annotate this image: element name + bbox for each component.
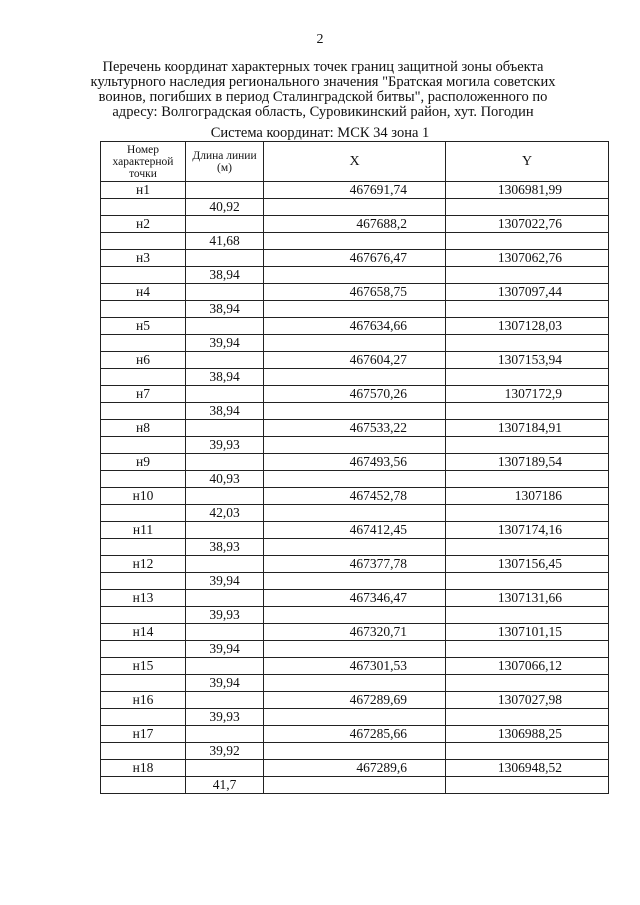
empty-cell xyxy=(264,335,446,352)
point-id: н1 xyxy=(101,182,186,199)
empty-cell xyxy=(186,284,264,301)
y-coordinate: 1306948,52 xyxy=(446,760,609,777)
x-coordinate: 467570,26 xyxy=(264,386,446,403)
empty-cell xyxy=(186,182,264,199)
line-length: 38,93 xyxy=(186,539,264,556)
table-row xyxy=(101,692,609,709)
empty-cell xyxy=(186,658,264,675)
table-row xyxy=(101,641,609,658)
coordinate-system-caption: Система координат: МСК 34 зона 1 xyxy=(210,125,430,141)
empty-cell xyxy=(101,539,186,556)
line-length: 38,94 xyxy=(186,403,264,420)
table-row xyxy=(101,454,609,471)
y-coordinate: 1307186 xyxy=(446,488,609,505)
empty-cell xyxy=(186,386,264,403)
y-coordinate: 1307066,12 xyxy=(446,658,609,675)
page-number: 2 xyxy=(316,32,324,47)
point-id: н12 xyxy=(101,556,186,573)
empty-cell xyxy=(264,607,446,624)
coordinates-table xyxy=(100,141,609,794)
table-row xyxy=(101,284,609,301)
empty-cell xyxy=(186,760,264,777)
empty-cell xyxy=(101,437,186,454)
empty-cell xyxy=(264,539,446,556)
y-coordinate: 1307101,15 xyxy=(446,624,609,641)
x-coordinate: 467320,71 xyxy=(264,624,446,641)
line-length: 38,94 xyxy=(186,301,264,318)
point-id: н6 xyxy=(101,352,186,369)
table-row xyxy=(101,658,609,675)
x-coordinate: 467452,78 xyxy=(264,488,446,505)
point-id: н15 xyxy=(101,658,186,675)
table-row xyxy=(101,539,609,556)
y-coordinate: 1307172,9 xyxy=(446,386,609,403)
document-title: Перечень координат характерных точек границ защитной зоны объекта культурного наследия регионального значения "Братская могила советских воинов, погибших в период Сталинградской битвы", расположенного по адресу: Волгоградская область, Суровикинский район, хут. Погодин xyxy=(90,59,556,120)
y-coordinate: 1307097,44 xyxy=(446,284,609,301)
x-coordinate: 467301,53 xyxy=(264,658,446,675)
empty-cell xyxy=(186,216,264,233)
empty-cell xyxy=(101,641,186,658)
x-coordinate: 467412,45 xyxy=(264,522,446,539)
table-row xyxy=(101,420,609,437)
empty-cell xyxy=(446,403,609,420)
table-row xyxy=(101,760,609,777)
x-coordinate: 467289,69 xyxy=(264,692,446,709)
line-length: 39,93 xyxy=(186,437,264,454)
line-length: 39,92 xyxy=(186,743,264,760)
y-coordinate: 1306981,99 xyxy=(446,182,609,199)
empty-cell xyxy=(446,777,609,794)
line-length: 39,94 xyxy=(186,573,264,590)
empty-cell xyxy=(264,641,446,658)
empty-cell xyxy=(186,318,264,335)
empty-cell xyxy=(446,335,609,352)
table-row xyxy=(101,675,609,692)
header-point-number: Номер характерной точки xyxy=(101,142,186,182)
empty-cell xyxy=(186,420,264,437)
table-row xyxy=(101,624,609,641)
empty-cell xyxy=(264,267,446,284)
empty-cell xyxy=(186,556,264,573)
point-id: н14 xyxy=(101,624,186,641)
x-coordinate: 467691,74 xyxy=(264,182,446,199)
line-length: 39,93 xyxy=(186,709,264,726)
empty-cell xyxy=(186,488,264,505)
table-row xyxy=(101,743,609,760)
empty-cell xyxy=(264,777,446,794)
empty-cell xyxy=(264,505,446,522)
table-body xyxy=(101,182,609,794)
header-x: X xyxy=(264,142,446,182)
empty-cell xyxy=(186,726,264,743)
empty-cell xyxy=(446,539,609,556)
x-coordinate: 467377,78 xyxy=(264,556,446,573)
table-row xyxy=(101,471,609,488)
y-coordinate: 1307131,66 xyxy=(446,590,609,607)
table-row xyxy=(101,726,609,743)
table-row xyxy=(101,590,609,607)
empty-cell xyxy=(101,573,186,590)
empty-cell xyxy=(264,403,446,420)
point-id: н5 xyxy=(101,318,186,335)
empty-cell xyxy=(101,709,186,726)
point-id: н2 xyxy=(101,216,186,233)
line-length: 39,94 xyxy=(186,641,264,658)
point-id: н16 xyxy=(101,692,186,709)
empty-cell xyxy=(186,590,264,607)
point-id: н9 xyxy=(101,454,186,471)
empty-cell xyxy=(264,369,446,386)
table-row xyxy=(101,301,609,318)
point-id: н8 xyxy=(101,420,186,437)
table-row xyxy=(101,318,609,335)
empty-cell xyxy=(446,437,609,454)
empty-cell xyxy=(101,267,186,284)
table-row xyxy=(101,488,609,505)
table-row xyxy=(101,267,609,284)
x-coordinate: 467493,56 xyxy=(264,454,446,471)
empty-cell xyxy=(186,522,264,539)
empty-cell xyxy=(264,675,446,692)
line-length: 39,94 xyxy=(186,335,264,352)
x-coordinate: 467634,66 xyxy=(264,318,446,335)
x-coordinate: 467604,27 xyxy=(264,352,446,369)
table-row xyxy=(101,607,609,624)
empty-cell xyxy=(101,675,186,692)
empty-cell xyxy=(186,692,264,709)
empty-cell xyxy=(446,369,609,386)
empty-cell xyxy=(264,233,446,250)
empty-cell xyxy=(446,505,609,522)
empty-cell xyxy=(446,675,609,692)
x-coordinate: 467289,6 xyxy=(264,760,446,777)
empty-cell xyxy=(101,505,186,522)
line-length: 40,92 xyxy=(186,199,264,216)
table-row xyxy=(101,777,609,794)
y-coordinate: 1307156,45 xyxy=(446,556,609,573)
empty-cell xyxy=(264,437,446,454)
empty-cell xyxy=(101,777,186,794)
empty-cell xyxy=(264,471,446,488)
x-coordinate: 467533,22 xyxy=(264,420,446,437)
empty-cell xyxy=(101,199,186,216)
table-row xyxy=(101,182,609,199)
table-row xyxy=(101,403,609,420)
empty-cell xyxy=(446,233,609,250)
empty-cell xyxy=(101,369,186,386)
empty-cell xyxy=(446,199,609,216)
empty-cell xyxy=(101,335,186,352)
point-id: н3 xyxy=(101,250,186,267)
table-row xyxy=(101,709,609,726)
y-coordinate: 1307027,98 xyxy=(446,692,609,709)
y-coordinate: 1307174,16 xyxy=(446,522,609,539)
table-row xyxy=(101,369,609,386)
line-length: 39,93 xyxy=(186,607,264,624)
empty-cell xyxy=(186,624,264,641)
y-coordinate: 1307153,94 xyxy=(446,352,609,369)
empty-cell xyxy=(264,573,446,590)
empty-cell xyxy=(186,454,264,471)
point-id: н10 xyxy=(101,488,186,505)
table-row xyxy=(101,556,609,573)
line-length: 40,93 xyxy=(186,471,264,488)
line-length: 41,68 xyxy=(186,233,264,250)
table-row xyxy=(101,335,609,352)
empty-cell xyxy=(101,233,186,250)
y-coordinate: 1307062,76 xyxy=(446,250,609,267)
empty-cell xyxy=(264,743,446,760)
table-row xyxy=(101,505,609,522)
empty-cell xyxy=(446,641,609,658)
table-row xyxy=(101,199,609,216)
empty-cell xyxy=(446,267,609,284)
empty-cell xyxy=(446,301,609,318)
point-id: н11 xyxy=(101,522,186,539)
line-length: 41,7 xyxy=(186,777,264,794)
empty-cell xyxy=(264,301,446,318)
table-row xyxy=(101,250,609,267)
empty-cell xyxy=(101,607,186,624)
empty-cell xyxy=(446,607,609,624)
table-row xyxy=(101,386,609,403)
point-id: н7 xyxy=(101,386,186,403)
header-line-length: Длина линии (м) xyxy=(186,142,264,182)
x-coordinate: 467658,75 xyxy=(264,284,446,301)
empty-cell xyxy=(446,471,609,488)
y-coordinate: 1307128,03 xyxy=(446,318,609,335)
x-coordinate: 467676,47 xyxy=(264,250,446,267)
empty-cell xyxy=(101,743,186,760)
empty-cell xyxy=(264,199,446,216)
table-row xyxy=(101,522,609,539)
empty-cell xyxy=(101,403,186,420)
point-id: н18 xyxy=(101,760,186,777)
empty-cell xyxy=(446,573,609,590)
empty-cell xyxy=(264,709,446,726)
x-coordinate: 467285,66 xyxy=(264,726,446,743)
y-coordinate: 1306988,25 xyxy=(446,726,609,743)
empty-cell xyxy=(186,250,264,267)
empty-cell xyxy=(446,709,609,726)
table-row xyxy=(101,233,609,250)
empty-cell xyxy=(186,352,264,369)
header-y: Y xyxy=(446,142,609,182)
line-length: 38,94 xyxy=(186,267,264,284)
line-length: 42,03 xyxy=(186,505,264,522)
line-length: 38,94 xyxy=(186,369,264,386)
empty-cell xyxy=(101,471,186,488)
line-length: 39,94 xyxy=(186,675,264,692)
x-coordinate: 467688,2 xyxy=(264,216,446,233)
table-row xyxy=(101,437,609,454)
empty-cell xyxy=(446,743,609,760)
point-id: н4 xyxy=(101,284,186,301)
empty-cell xyxy=(101,301,186,318)
y-coordinate: 1307022,76 xyxy=(446,216,609,233)
table-row xyxy=(101,216,609,233)
table-row xyxy=(101,573,609,590)
point-id: н13 xyxy=(101,590,186,607)
y-coordinate: 1307184,91 xyxy=(446,420,609,437)
y-coordinate: 1307189,54 xyxy=(446,454,609,471)
x-coordinate: 467346,47 xyxy=(264,590,446,607)
table-row xyxy=(101,352,609,369)
point-id: н17 xyxy=(101,726,186,743)
